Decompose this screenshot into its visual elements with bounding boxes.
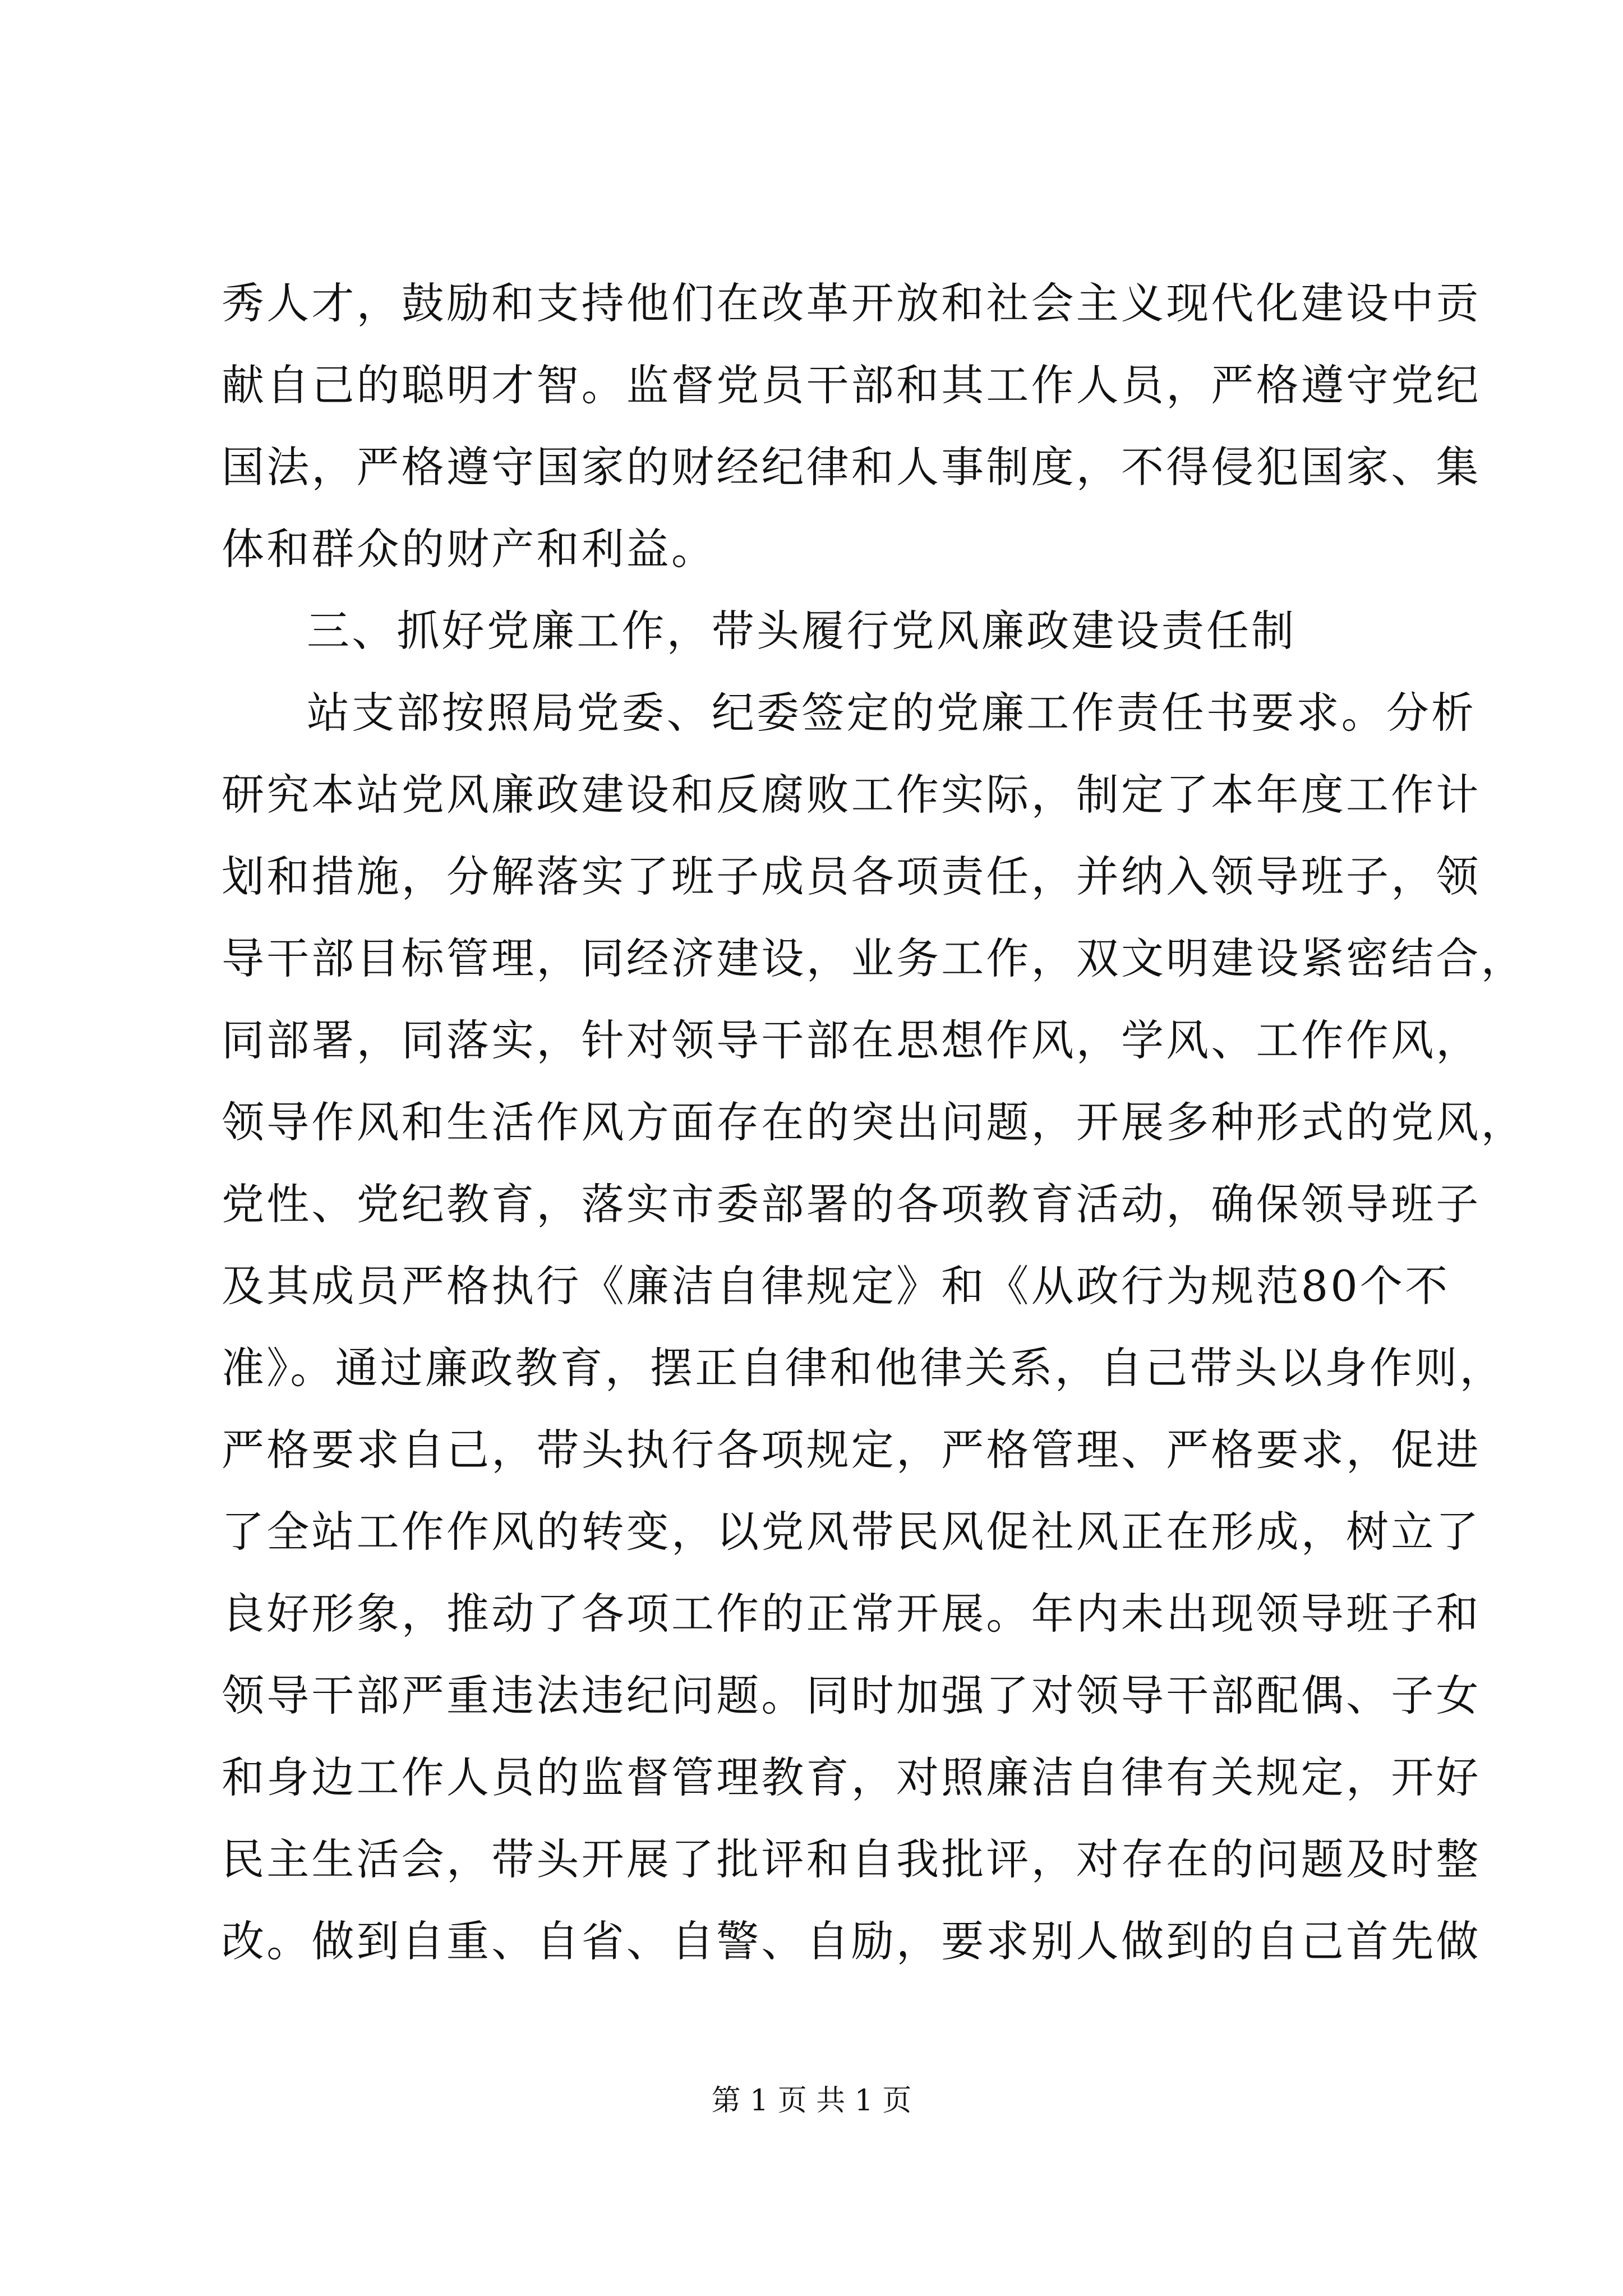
- text-line: 改。做到自重、自省、自警、自励，要求别人做到的自己首先做: [222, 1916, 1481, 1966]
- text-line: 国法，严格遵守国家的财经纪律和人事制度，不得侵犯国家、集: [222, 442, 1481, 492]
- text-line: 民主生活会，带头开展了批评和自我批评，对存在的问题及时整: [222, 1834, 1481, 1884]
- text-line: 导干部目标管理，同经济建设，业务工作，双文明建设紧密结合，: [222, 933, 1526, 983]
- text-line: 献自己的聪明才智。监督党员干部和其工作人员，严格遵守党纪: [222, 360, 1481, 410]
- body-text: [222, 263, 1526, 1982]
- text-line: 划和措施，分解落实了班子成员各项责任，并纳入领导班子，领: [222, 852, 1481, 901]
- text-line: 和身边工作人员的监督管理教育，对照廉洁自律有关规定，开好: [222, 1752, 1481, 1802]
- section-heading: 三、抓好党廉工作，带头履行党风廉政建设责任制: [307, 606, 1297, 656]
- text-line: 党性、党纪教育，落实市委部署的各项教育活动，确保领导班子: [222, 1179, 1481, 1229]
- text-line: 及其成员严格执行《廉洁自律规定》和《从政行为规范80个不: [222, 1261, 1450, 1311]
- text-line: 准》。通过廉政教育，摆正自律和他律关系，自己带头以身作则，: [222, 1343, 1505, 1393]
- paragraph-first-line: 站支部按照局党委、纪委签定的党廉工作责任书要求。分析: [307, 688, 1477, 738]
- text-line: 同部署，同落实，针对领导干部在思想作风，学风、工作作风，: [222, 1015, 1481, 1065]
- text-line: 良好形象，推动了各项工作的正常开展。年内未出现领导班子和: [222, 1589, 1481, 1639]
- text-line: 领导干部严重违法违纪问题。同时加强了对领导干部配偶、子女: [222, 1671, 1481, 1720]
- text-line: 体和群众的财产和利益。: [222, 524, 717, 574]
- page-footer: 第 1 页 共 1 页: [711, 2084, 912, 2118]
- text-line: 领导作风和生活作风方面存在的突出问题，开展多种形式的党风，: [222, 1097, 1526, 1147]
- text-line: 严格要求自己，带头执行各项规定，严格管理、严格要求，促进: [222, 1425, 1481, 1475]
- text-line: 研究本站党风廉政建设和反腐败工作实际，制定了本年度工作计: [222, 770, 1481, 820]
- text-line: 了全站工作作风的转变，以党风带民风促社风正在形成，树立了: [222, 1507, 1481, 1557]
- text-line: 秀人才，鼓励和支持他们在改革开放和社会主义现代化建设中贡: [222, 278, 1481, 328]
